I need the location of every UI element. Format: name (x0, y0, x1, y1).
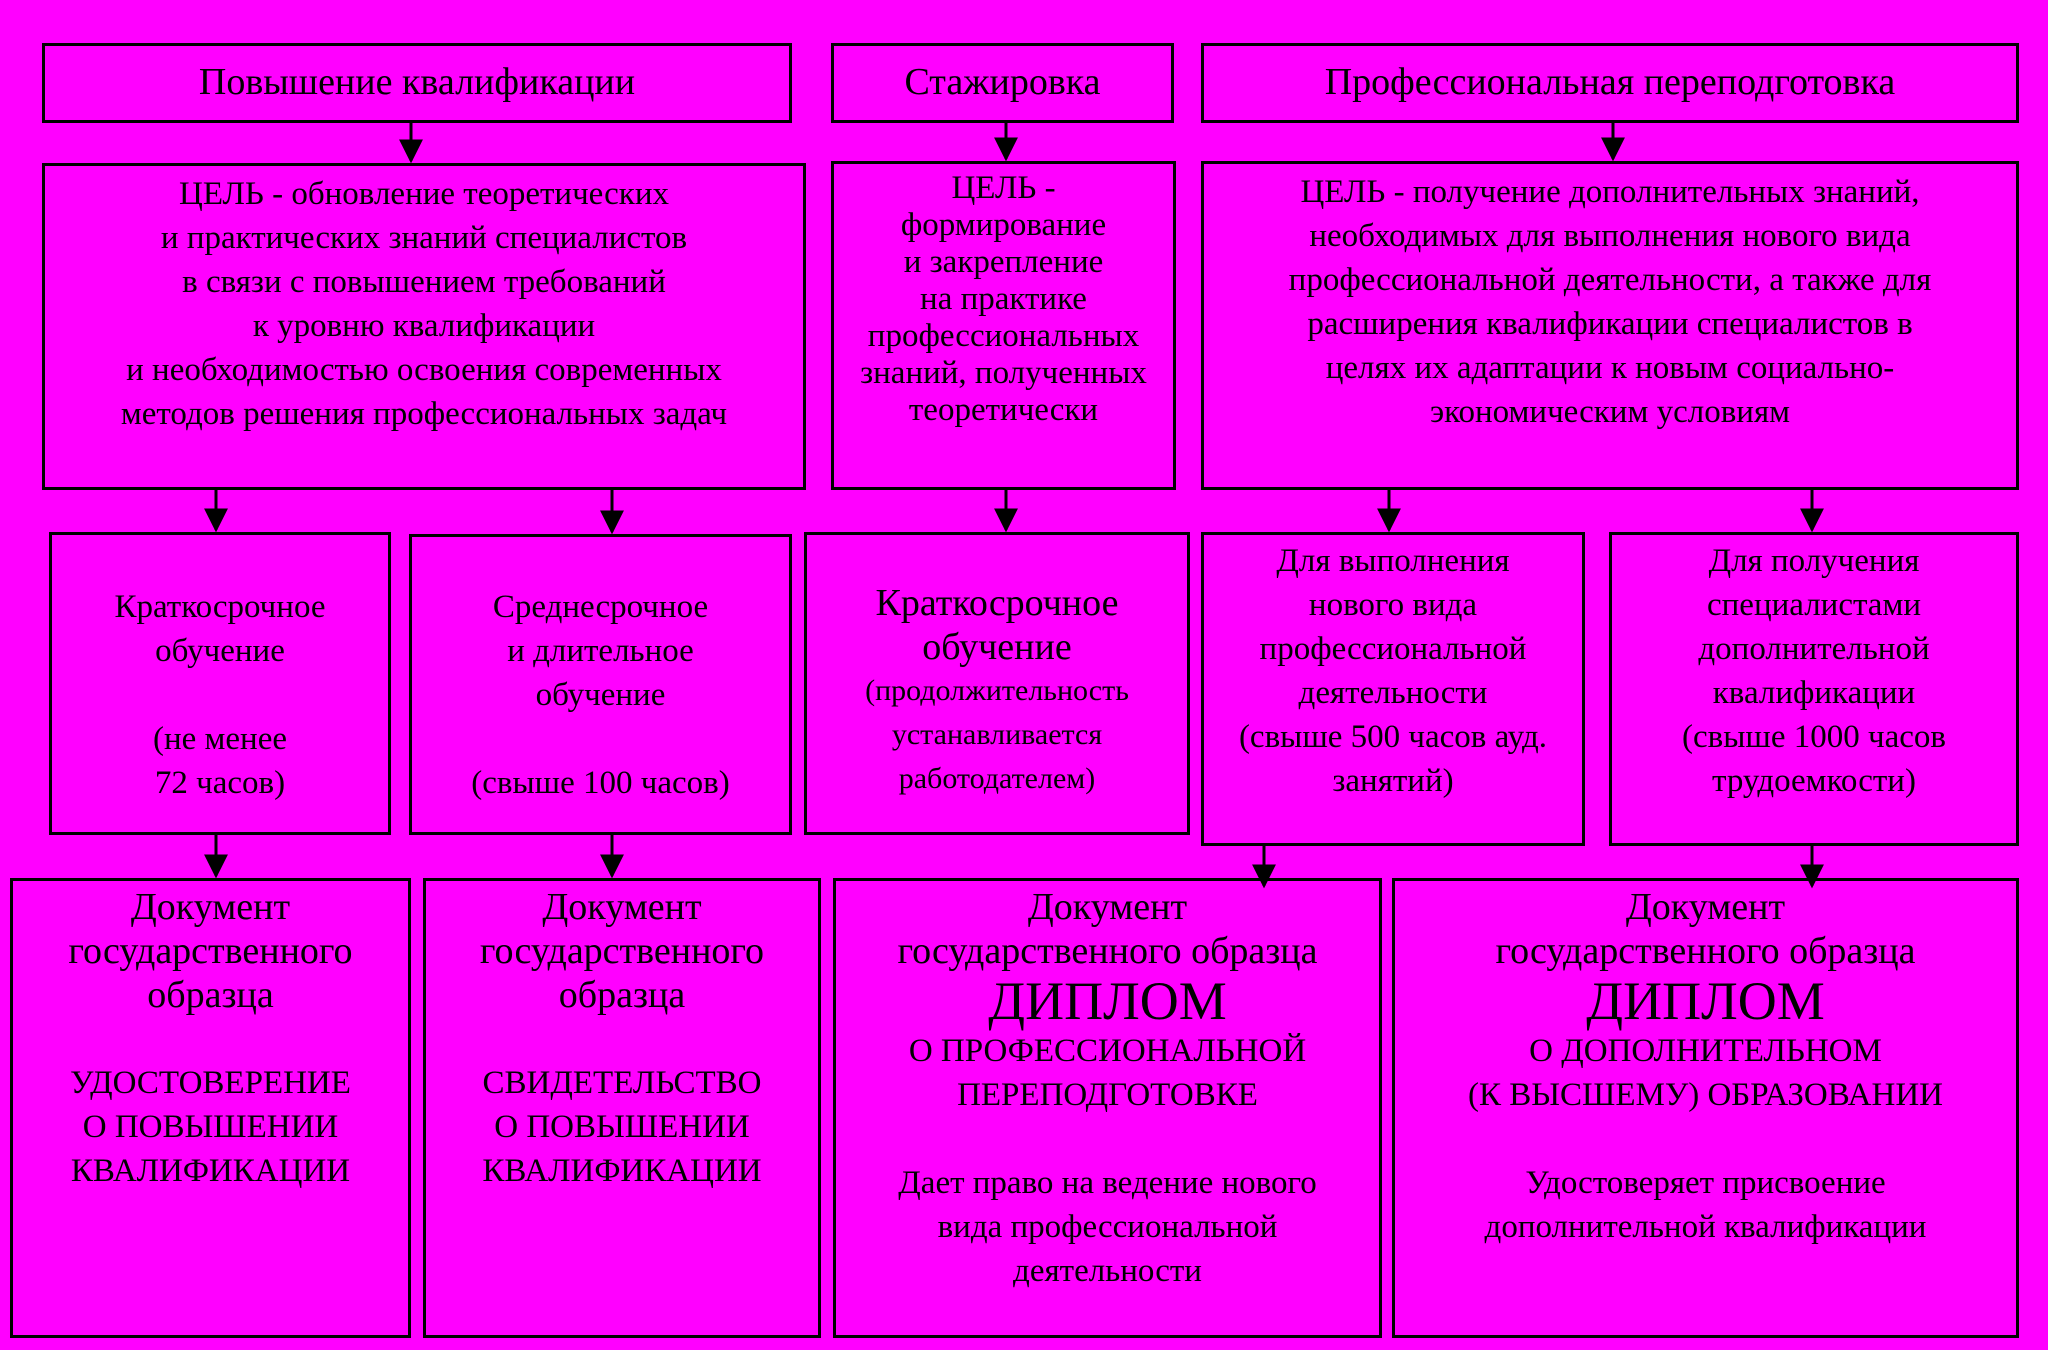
document-note-line: вида профессиональной (937, 1209, 1278, 1245)
goal-qualification-line: в связи с повышением требований (182, 264, 666, 300)
goal-retraining-line: ЦЕЛЬ - получение дополнительных знаний, (1300, 174, 1920, 210)
header-internship (831, 43, 1174, 123)
document-heading-line: образца (147, 974, 274, 1016)
header-internship-label: Стажировка (904, 61, 1101, 104)
training-extra-qualification-line: трудоемкости) (1712, 763, 1916, 799)
training-internship-line: обучение (922, 626, 1072, 668)
goal-retraining-line: профессиональной деятельности, а также для (1288, 262, 1932, 298)
document-heading-line: государственного образца (1495, 930, 1916, 972)
training-internship (804, 532, 1190, 835)
document-name-line: О ДОПОЛНИТЕЛЬНОМ (1529, 1033, 1882, 1069)
training-new-activity-line: профессиональной (1259, 631, 1527, 667)
document-testimonial (423, 878, 821, 1338)
header-retraining (1201, 43, 2019, 123)
training-long-line: Среднесрочное (492, 589, 709, 625)
training-extra-qualification-line: (свыше 1000 часов (1682, 719, 1946, 755)
training-long-line: обучение (535, 677, 666, 713)
goal-internship-line: и закрепление (903, 244, 1104, 280)
document-note-line: деятельности (1013, 1253, 1202, 1289)
training-extra-qualification-line: Для получения (1708, 543, 1920, 579)
document-name-line: О ПОВЫШЕНИИ (494, 1109, 750, 1145)
document-name-line: ПЕРЕПОДГОТОВКЕ (957, 1077, 1258, 1113)
header-qualification (42, 43, 792, 123)
goal-internship-line: знаний, полученных (860, 355, 1147, 391)
goal-internship-line: ЦЕЛЬ - (951, 170, 1056, 206)
goal-retraining-line: расширения квалификации специалистов в (1307, 306, 1913, 342)
goal-retraining-line: целях их адаптации к новым социально- (1325, 350, 1895, 386)
training-extra-qualification-line: квалификации (1712, 675, 1916, 711)
training-new-activity-line: занятий) (1332, 763, 1454, 799)
goal-internship-line: профессиональных (867, 318, 1140, 354)
goal-qualification-line: методов решения профессиональных задач (120, 396, 728, 432)
goal-internship (831, 161, 1176, 490)
goal-qualification-line: к уровню квалификации (252, 308, 596, 344)
document-name-line: СВИДЕТЕЛЬСТВО (482, 1065, 762, 1101)
document-name-line: КВАЛИФИКАЦИИ (482, 1153, 762, 1189)
document-note-line: Дает право на ведение нового (898, 1165, 1317, 1201)
document-certificate (10, 878, 411, 1338)
training-short-line: Краткосрочное (114, 589, 326, 625)
document-name-line: (К ВЫСШЕМУ) ОБРАЗОВАНИИ (1468, 1077, 1943, 1113)
training-short-line: обучение (155, 633, 285, 669)
training-internship-duration: (продолжительность (865, 674, 1129, 707)
document-name-line: О ПРОФЕССИОНАЛЬНОЙ (908, 1033, 1307, 1069)
goal-internship-line: на практике (920, 281, 1087, 317)
goal-internship-line: теоретически (908, 392, 1099, 428)
document-heading-line: государственного (68, 930, 353, 972)
training-new-activity-line: Для выполнения (1276, 543, 1510, 579)
goal-retraining-line: необходимых для выполнения нового вида (1309, 218, 1911, 254)
training-new-activity (1201, 532, 1585, 846)
document-higher-diploma (1392, 878, 2019, 1338)
goal-qualification (42, 163, 806, 490)
document-heading-line: Документ (1027, 886, 1188, 928)
header-retraining-label: Профессиональная переподготовка (1324, 61, 1896, 104)
training-new-activity-line: деятельности (1298, 675, 1488, 711)
document-heading-line: Документ (542, 886, 702, 928)
training-internship-duration: работодателем) (898, 762, 1096, 795)
document-name-line: КВАЛИФИКАЦИИ (70, 1153, 351, 1189)
training-internship-duration: устанавливается (891, 718, 1103, 751)
training-long (409, 534, 792, 835)
document-heading-line: образца (558, 974, 686, 1016)
document-note-line: Удостоверяет присвоение (1525, 1165, 1886, 1201)
document-retraining-diploma (833, 878, 1382, 1338)
goal-qualification-line: и практических знаний специалистов (160, 220, 688, 256)
document-note-line: дополнительной квалификации (1484, 1209, 1927, 1245)
document-name-line: УДОСТОВЕРЕНИЕ (70, 1065, 351, 1101)
training-short (49, 532, 391, 835)
goal-retraining (1201, 161, 2019, 490)
goal-internship-line: формирование (900, 207, 1107, 243)
training-extra-qualification-line: специалистами (1706, 587, 1921, 623)
training-short-duration: 72 часов) (154, 765, 286, 801)
header-qualification-label: Повышение квалификации (198, 61, 636, 104)
training-extra-qualification (1609, 532, 2019, 846)
document-heading-line: государственного (479, 930, 765, 972)
training-long-line: и длительное (507, 633, 694, 669)
document-heading-line: Документ (1625, 886, 1786, 928)
training-extra-qualification-line: дополнительной (1698, 631, 1930, 667)
document-title: ДИПЛОМ (988, 971, 1227, 1031)
training-short-duration: (не менее (152, 721, 288, 757)
training-new-activity-line: нового вида (1308, 587, 1478, 623)
document-title: ДИПЛОМ (1586, 971, 1825, 1031)
document-heading-line: Документ (130, 886, 291, 928)
document-heading-line: государственного образца (897, 930, 1318, 972)
goal-qualification-line: и необходимостью освоения современных (126, 352, 722, 388)
training-new-activity-line: (свыше 500 часов ауд. (1238, 719, 1548, 755)
training-long-duration: (свыше 100 часов) (471, 765, 730, 801)
goal-retraining-line: экономическим условиям (1429, 394, 1791, 430)
training-internship-line: Краткосрочное (875, 582, 1119, 624)
goal-qualification-line: ЦЕЛЬ - обновление теоретических (178, 176, 669, 212)
document-name-line: О ПОВЫШЕНИИ (82, 1109, 339, 1145)
